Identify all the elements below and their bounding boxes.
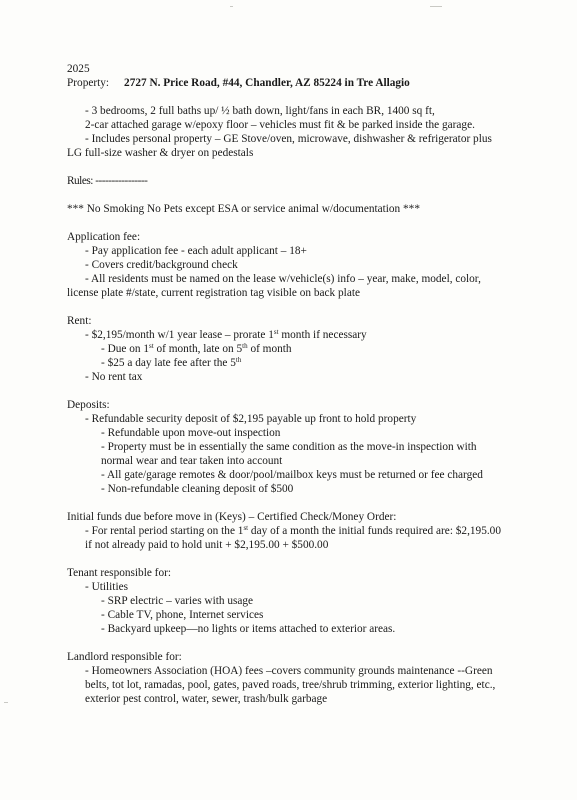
- deposits-heading: Deposits:: [67, 399, 110, 411]
- no-smoking-notice: *** No Smoking No Pets except ESA or service animal w/documentation ***: [67, 203, 420, 215]
- application-heading: Application fee:: [67, 231, 141, 243]
- tenant-item: - Utilities: [85, 581, 128, 593]
- feature-line: LG full-size washer & dryer on pedestals: [67, 147, 254, 159]
- document-body: [67, 62, 537, 706]
- initial-funds-item: if not already paid to hold unit + $2,195.00 + $500.00: [85, 539, 329, 551]
- initial-sup: st: [243, 524, 249, 532]
- feature-line: 2-car attached garage w/epoxy floor – vehicles must fit & be parked inside the garage.: [85, 119, 475, 131]
- initial-text: - For rental period starting on the 1: [85, 525, 244, 537]
- landlord-item: belts, tot lot, ramadas, pool, gates, paved roads, tree/shrub trimming, exterior lighting, etc.,: [85, 679, 496, 691]
- feature-line: - Includes personal property – GE Stove/oven, microwave, dishwasher & refrigerator plus: [85, 133, 492, 145]
- scan-mark: [4, 702, 8, 703]
- rent-sup: th: [242, 342, 248, 350]
- rent-sup: th: [235, 356, 242, 364]
- rent-sup: st: [273, 328, 279, 336]
- rent-text: of month: [247, 343, 292, 355]
- deposit-item: - Refundable upon move-out inspection: [101, 427, 281, 439]
- property-label: Property:: [67, 77, 110, 89]
- tenant-item: - Cable TV, phone, Internet services: [101, 609, 264, 621]
- deposit-item: - Property must be in essentially the same condition as the move-in inspection with: [101, 441, 477, 453]
- application-item: - All residents must be named on the lease w/vehicle(s) info – year, make, model, color,: [85, 273, 481, 285]
- rent-item: [67, 328, 537, 342]
- initial-text: day of a month the initial funds required are: $2,195.00: [248, 525, 501, 537]
- deposit-item: - Refundable security deposit of $2,195 payable up front to hold property: [85, 413, 417, 425]
- rent-text: of month, late on 5: [153, 343, 243, 355]
- rent-item: - No rent tax: [85, 371, 143, 383]
- deposit-item: - All gate/garage remotes & door/pool/mailbox keys must be returned or fee charged: [101, 469, 483, 481]
- property-address: 2727 N. Price Road, #44, Chandler, AZ 85224 in Tre Allagio: [124, 77, 410, 89]
- initial-funds-heading: Initial funds due before move in (Keys) – Certified Check/Money Order:: [67, 511, 397, 523]
- tenant-item: - Backyard upkeep—no lights or items attached to exterior areas.: [101, 623, 396, 635]
- rules-heading: Rules: ----------------: [67, 175, 148, 187]
- landlord-heading: Landlord responsible for:: [67, 651, 182, 663]
- application-item: - Pay application fee - each adult applicant – 18+: [85, 245, 307, 257]
- scan-mark: [230, 6, 233, 7]
- deposit-item: - Non-refundable cleaning deposit of $500: [101, 483, 294, 495]
- feature-line: - 3 bedrooms, 2 full baths up/ ½ bath down, light/fans in each BR, 1400 sq ft,: [85, 105, 435, 117]
- landlord-item: exterior pest control, water, sewer, trash/bulk garbage: [85, 693, 328, 705]
- rent-item: [67, 356, 537, 370]
- rent-sup: st: [149, 342, 154, 350]
- initial-funds-item: [67, 524, 537, 538]
- rent-text: - $25 a day late fee after the 5: [101, 357, 236, 369]
- deposit-item: normal wear and tear taken into account: [101, 455, 283, 467]
- landlord-item: - Homeowners Association (HOA) fees –covers community grounds maintenance --Green: [85, 665, 493, 677]
- year: 2025: [67, 63, 90, 75]
- scan-mark: [430, 6, 442, 7]
- rent-text: - $2,195/month w/1 year lease – prorate 1: [85, 329, 274, 341]
- application-item: license plate #/state, current registration tag visible on back plate: [67, 287, 360, 299]
- tenant-heading: Tenant responsible for:: [67, 567, 171, 579]
- property-line: [67, 76, 537, 90]
- rent-item: [67, 342, 537, 356]
- rent-text: month if necessary: [278, 329, 367, 341]
- rent-heading: Rent:: [67, 315, 92, 327]
- rent-text: - Due on 1: [101, 343, 150, 355]
- application-item: - Covers credit/background check: [85, 259, 238, 271]
- tenant-item: - SRP electric – varies with usage: [101, 595, 254, 607]
